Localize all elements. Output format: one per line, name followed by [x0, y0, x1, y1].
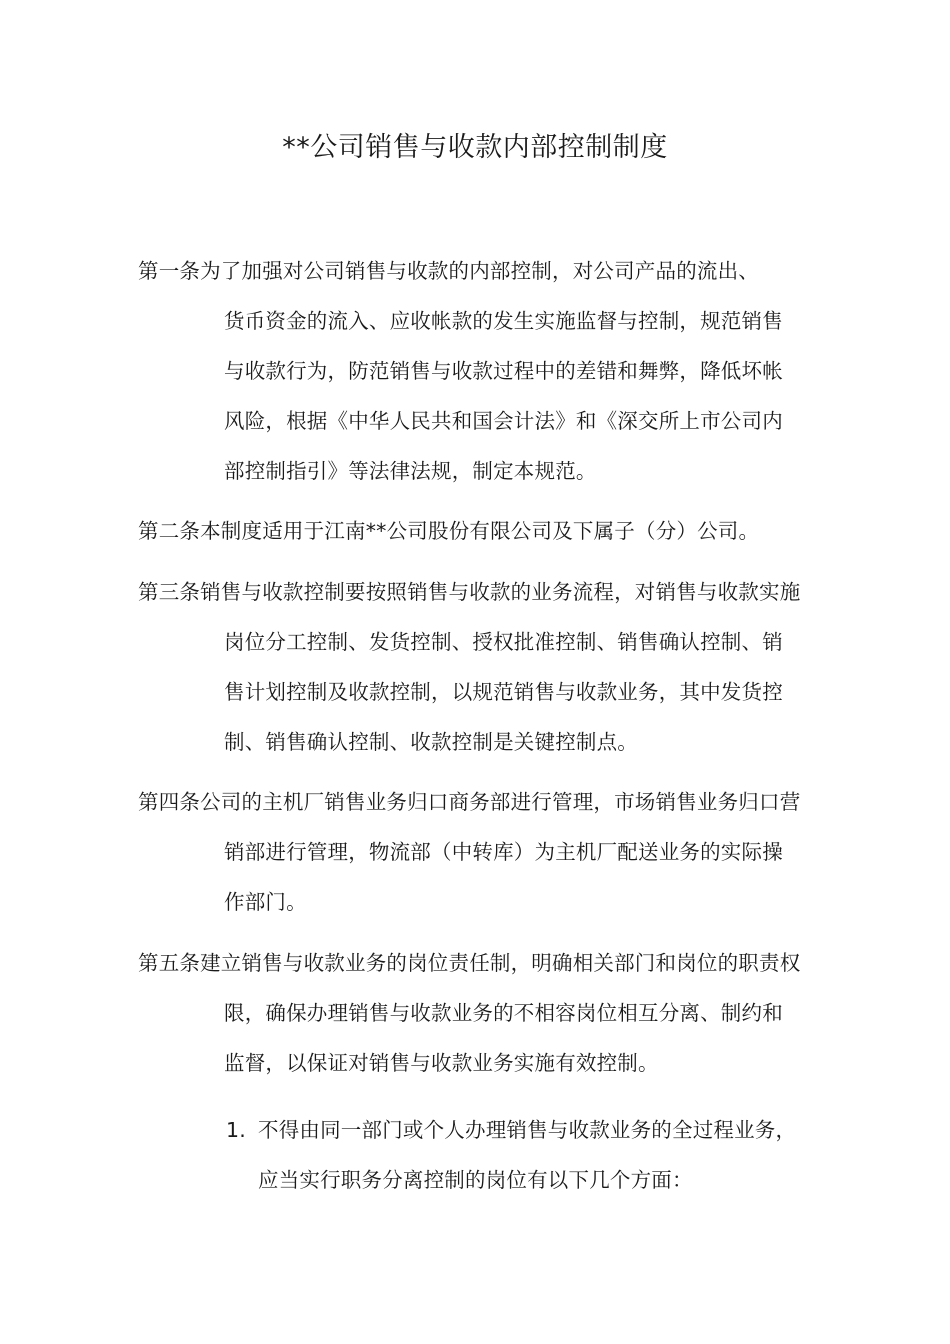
article-3	[138, 567, 838, 767]
list-item-number: 1.	[226, 1118, 246, 1142]
article-4	[138, 777, 838, 927]
article-line: 货币资金的流入、应收帐款的发生实施监督与控制，规范销售	[224, 309, 783, 333]
list-item-text: 应当实行职务分离控制的岗位有以下几个方面：	[258, 1168, 693, 1192]
article-line: 限，确保办理销售与收款业务的不相容岗位相互分离、制约和	[224, 1001, 783, 1025]
list-item-text: 不得由同一部门或个人办理销售与收款业务的全过程业务，	[258, 1118, 797, 1142]
article-line: 部控制指引》等法律法规，制定本规范。	[224, 459, 597, 483]
article-line: 第一条为了加强对公司销售与收款的内部控制，对公司产品的流出、	[138, 259, 759, 283]
list-item	[226, 1105, 826, 1205]
article-line: 第四条公司的主机厂销售业务归口商务部进行管理，市场销售业务归口营	[138, 790, 801, 814]
article-line: 与收款行为，防范销售与收款过程中的差错和舞弊，降低坏帐	[224, 359, 783, 383]
article-line: 第二条本制度适用于江南**公司股份有限公司及下属子（分）公司。	[138, 519, 760, 543]
article-5	[138, 938, 838, 1088]
article-line: 岗位分工控制、发货控制、授权批准控制、销售确认控制、销	[224, 630, 783, 654]
article-line: 监督，以保证对销售与收款业务实施有效控制。	[224, 1051, 659, 1075]
article-line: 第五条建立销售与收款业务的岗位责任制，明确相关部门和岗位的职责权	[138, 951, 801, 975]
document-title: **公司销售与收款内部控制制度	[282, 132, 668, 163]
article-line: 制、销售确认控制、收款控制是关键控制点。	[224, 730, 638, 754]
article-2	[138, 506, 838, 556]
article-line: 风险，根据《中华人民共和国会计法》和《深交所上市公司内	[224, 409, 783, 433]
list-item-line	[226, 1155, 826, 1205]
article-1	[138, 246, 838, 496]
article-line: 第三条销售与收款控制要按照销售与收款的业务流程，对销售与收款实施	[138, 580, 801, 604]
list-item-line	[226, 1105, 826, 1155]
article-line: 销部进行管理，物流部（中转库）为主机厂配送业务的实际操	[224, 840, 783, 864]
article-line: 售计划控制及收款控制，以规范销售与收款业务，其中发货控	[224, 680, 783, 704]
article-line: 作部门。	[224, 890, 307, 914]
